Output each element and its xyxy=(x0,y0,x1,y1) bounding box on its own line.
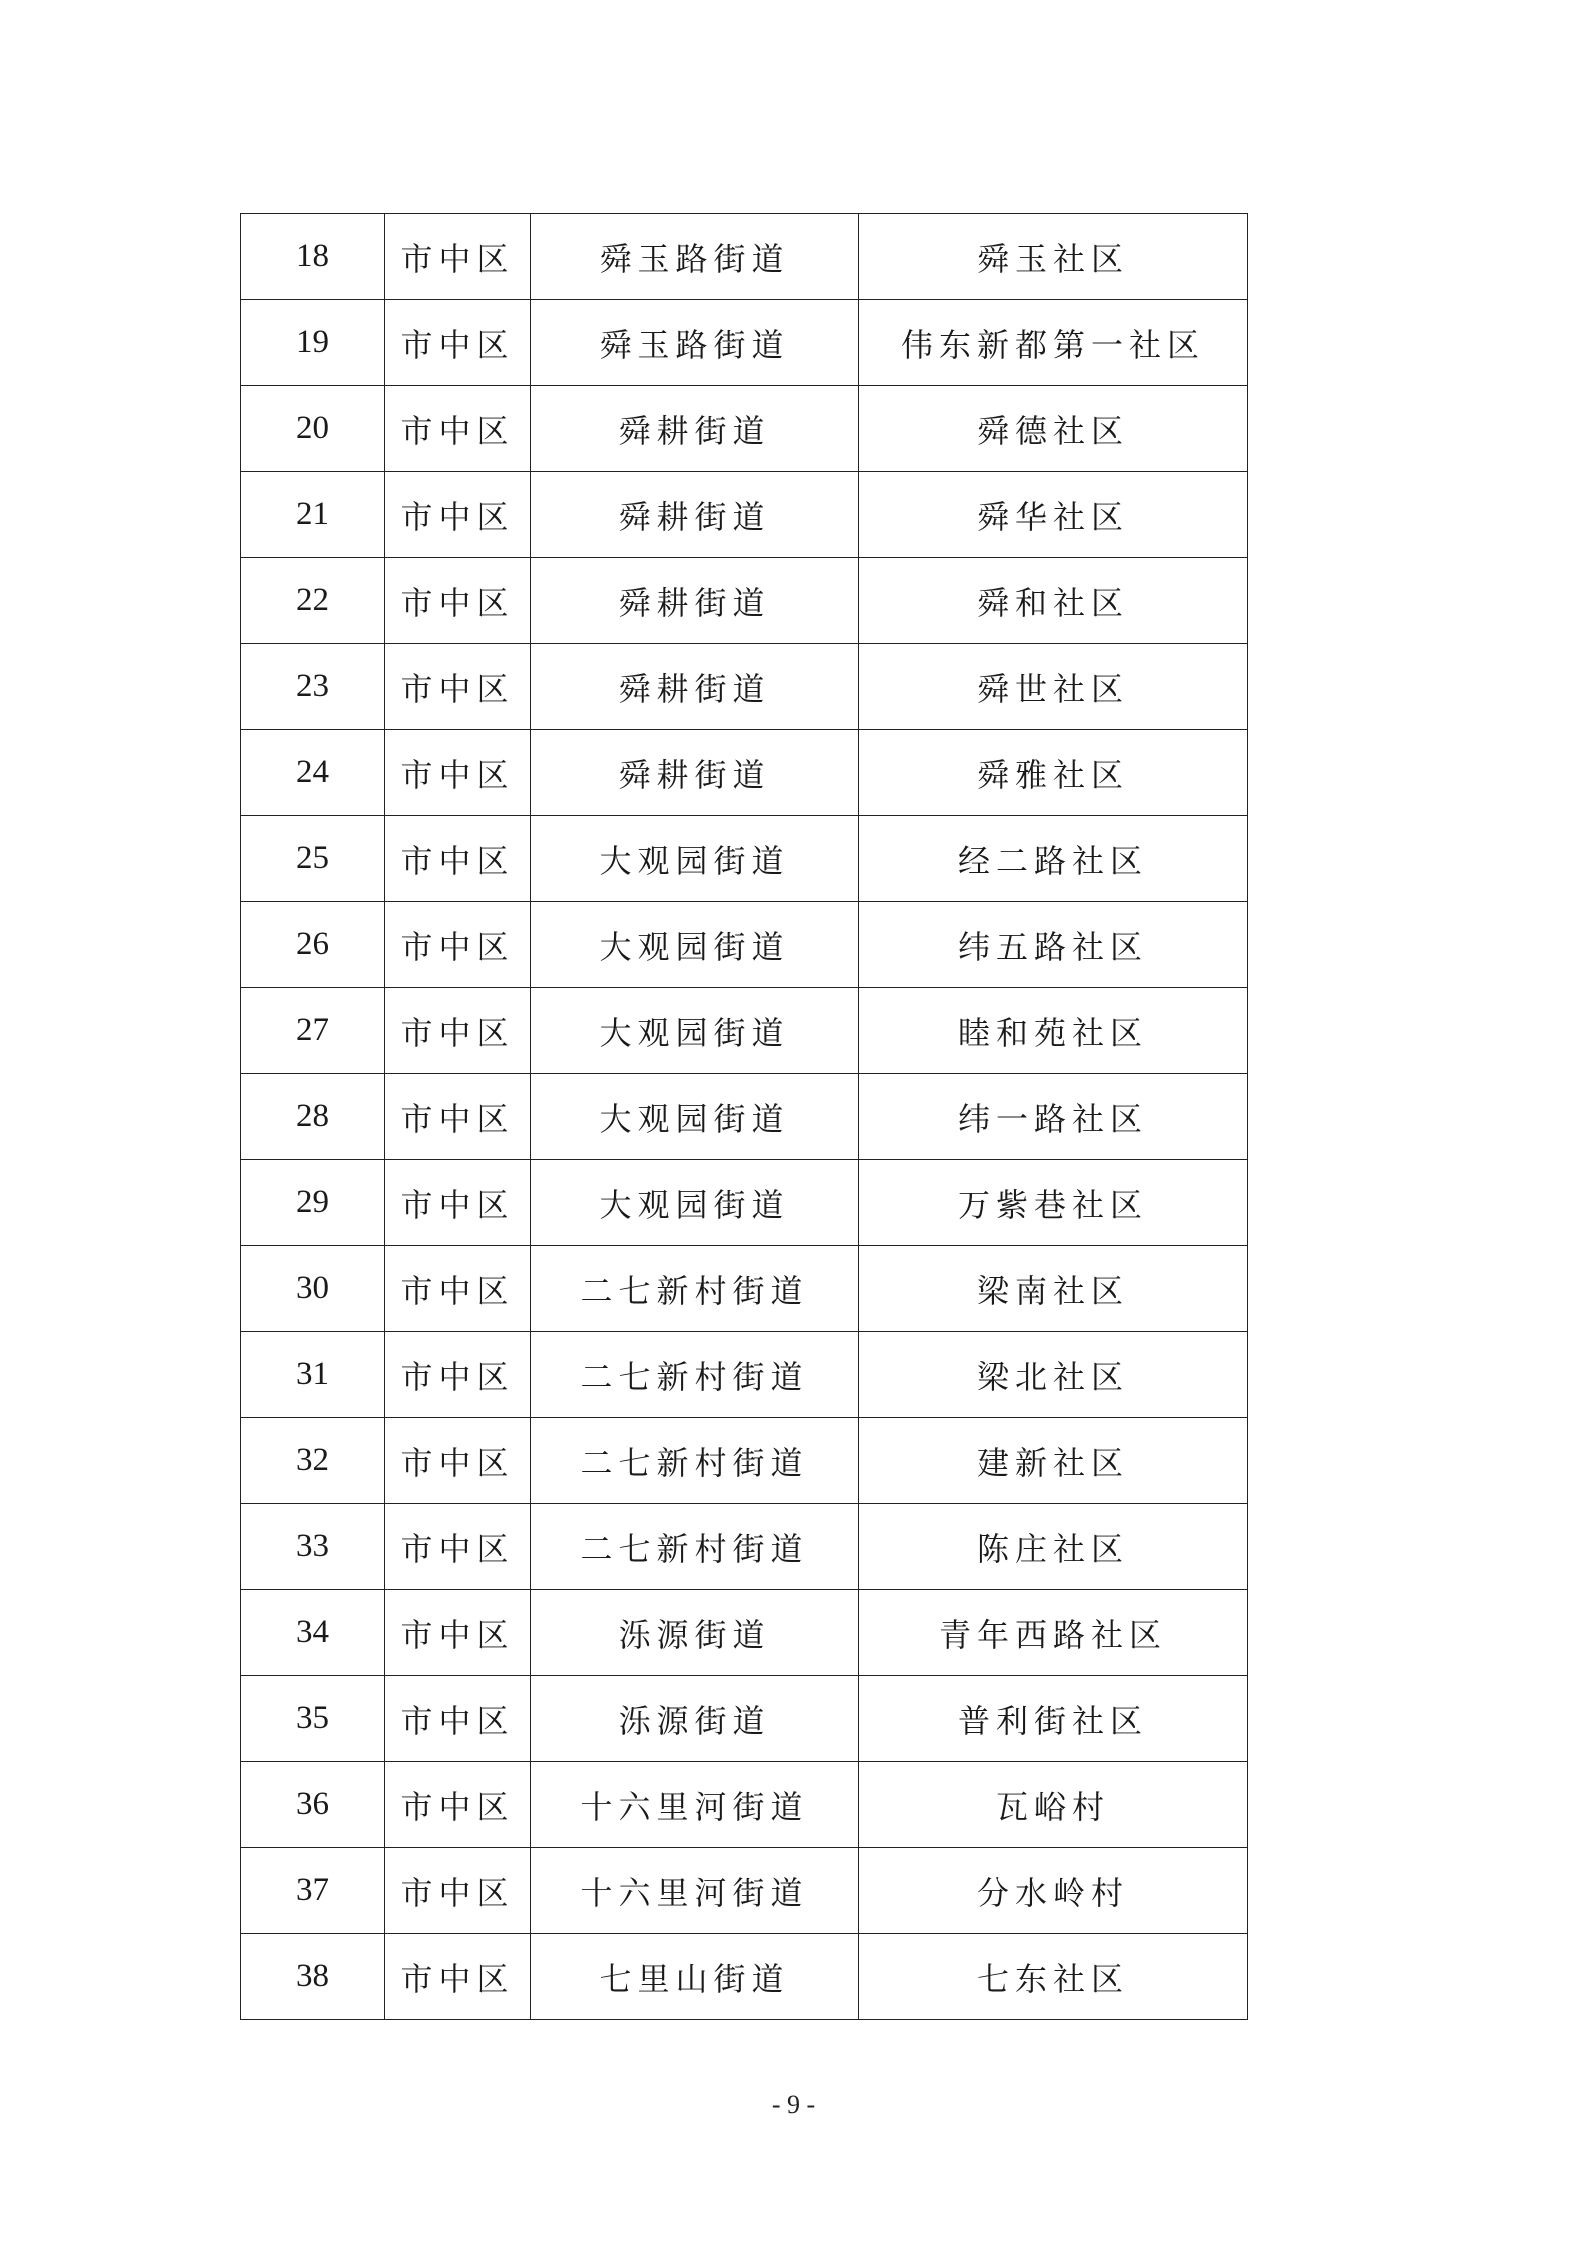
cell-district: 市中区 xyxy=(385,1934,531,2020)
cell-street: 二七新村街道 xyxy=(531,1246,859,1332)
cell-street: 舜耕街道 xyxy=(531,644,859,730)
cell-street: 大观园街道 xyxy=(531,816,859,902)
cell-community: 舜华社区 xyxy=(859,472,1248,558)
cell-street: 大观园街道 xyxy=(531,1160,859,1246)
cell-district: 市中区 xyxy=(385,902,531,988)
cell-district: 市中区 xyxy=(385,816,531,902)
cell-num: 20 xyxy=(241,386,385,472)
cell-street: 舜玉路街道 xyxy=(531,214,859,300)
cell-num: 32 xyxy=(241,1418,385,1504)
cell-street: 泺源街道 xyxy=(531,1676,859,1762)
page-number: - 9 - xyxy=(771,2090,816,2119)
table-body xyxy=(241,214,1248,2020)
cell-street: 泺源街道 xyxy=(531,1590,859,1676)
table-row xyxy=(241,1504,1248,1590)
cell-community: 陈庄社区 xyxy=(859,1504,1248,1590)
cell-street: 舜玉路街道 xyxy=(531,300,859,386)
cell-num: 29 xyxy=(241,1160,385,1246)
cell-street: 舜耕街道 xyxy=(531,730,859,816)
cell-street: 舜耕街道 xyxy=(531,558,859,644)
table-row xyxy=(241,472,1248,558)
cell-num: 22 xyxy=(241,558,385,644)
cell-community: 普利街社区 xyxy=(859,1676,1248,1762)
cell-district: 市中区 xyxy=(385,472,531,558)
cell-community: 建新社区 xyxy=(859,1418,1248,1504)
table-row xyxy=(241,988,1248,1074)
cell-street: 二七新村街道 xyxy=(531,1418,859,1504)
cell-district: 市中区 xyxy=(385,558,531,644)
table-row xyxy=(241,1418,1248,1504)
cell-community: 舜德社区 xyxy=(859,386,1248,472)
cell-num: 24 xyxy=(241,730,385,816)
cell-num: 33 xyxy=(241,1504,385,1590)
cell-community: 梁南社区 xyxy=(859,1246,1248,1332)
cell-street: 十六里河街道 xyxy=(531,1848,859,1934)
cell-num: 18 xyxy=(241,214,385,300)
table-row xyxy=(241,558,1248,644)
cell-num: 21 xyxy=(241,472,385,558)
cell-num: 27 xyxy=(241,988,385,1074)
table-row xyxy=(241,730,1248,816)
cell-district: 市中区 xyxy=(385,1848,531,1934)
cell-street: 大观园街道 xyxy=(531,988,859,1074)
cell-street: 二七新村街道 xyxy=(531,1332,859,1418)
community-table xyxy=(240,213,1248,2020)
cell-street: 大观园街道 xyxy=(531,1074,859,1160)
cell-num: 30 xyxy=(241,1246,385,1332)
cell-num: 19 xyxy=(241,300,385,386)
cell-community: 伟东新都第一社区 xyxy=(859,300,1248,386)
cell-district: 市中区 xyxy=(385,730,531,816)
table-row xyxy=(241,1246,1248,1332)
table-row xyxy=(241,1934,1248,2020)
cell-num: 23 xyxy=(241,644,385,730)
cell-num: 35 xyxy=(241,1676,385,1762)
table-row xyxy=(241,1160,1248,1246)
cell-community: 纬一路社区 xyxy=(859,1074,1248,1160)
cell-district: 市中区 xyxy=(385,1676,531,1762)
cell-community: 睦和苑社区 xyxy=(859,988,1248,1074)
cell-district: 市中区 xyxy=(385,1504,531,1590)
cell-district: 市中区 xyxy=(385,1246,531,1332)
cell-street: 七里山街道 xyxy=(531,1934,859,2020)
table-row xyxy=(241,1848,1248,1934)
cell-num: 28 xyxy=(241,1074,385,1160)
cell-community: 分水岭村 xyxy=(859,1848,1248,1934)
cell-street: 舜耕街道 xyxy=(531,472,859,558)
cell-district: 市中区 xyxy=(385,386,531,472)
cell-district: 市中区 xyxy=(385,300,531,386)
cell-street: 二七新村街道 xyxy=(531,1504,859,1590)
cell-community: 梁北社区 xyxy=(859,1332,1248,1418)
cell-district: 市中区 xyxy=(385,644,531,730)
cell-num: 31 xyxy=(241,1332,385,1418)
cell-district: 市中区 xyxy=(385,1160,531,1246)
cell-num: 34 xyxy=(241,1590,385,1676)
cell-district: 市中区 xyxy=(385,214,531,300)
table-row xyxy=(241,902,1248,988)
table-row xyxy=(241,1590,1248,1676)
cell-street: 十六里河街道 xyxy=(531,1762,859,1848)
table-row xyxy=(241,816,1248,902)
cell-community: 瓦峪村 xyxy=(859,1762,1248,1848)
cell-district: 市中区 xyxy=(385,1074,531,1160)
cell-district: 市中区 xyxy=(385,1418,531,1504)
table-row xyxy=(241,214,1248,300)
cell-community: 舜世社区 xyxy=(859,644,1248,730)
table-row xyxy=(241,386,1248,472)
cell-district: 市中区 xyxy=(385,1332,531,1418)
table-row xyxy=(241,300,1248,386)
cell-num: 25 xyxy=(241,816,385,902)
cell-num: 26 xyxy=(241,902,385,988)
table-row xyxy=(241,1762,1248,1848)
cell-community: 纬五路社区 xyxy=(859,902,1248,988)
cell-district: 市中区 xyxy=(385,1762,531,1848)
cell-community: 万紫巷社区 xyxy=(859,1160,1248,1246)
cell-num: 36 xyxy=(241,1762,385,1848)
cell-community: 舜雅社区 xyxy=(859,730,1248,816)
cell-street: 舜耕街道 xyxy=(531,386,859,472)
table-row xyxy=(241,644,1248,730)
table-row xyxy=(241,1074,1248,1160)
cell-community: 经二路社区 xyxy=(859,816,1248,902)
cell-community: 七东社区 xyxy=(859,1934,1248,2020)
table-row xyxy=(241,1332,1248,1418)
cell-district: 市中区 xyxy=(385,1590,531,1676)
cell-street: 大观园街道 xyxy=(531,902,859,988)
cell-community: 舜和社区 xyxy=(859,558,1248,644)
cell-num: 37 xyxy=(241,1848,385,1934)
cell-district: 市中区 xyxy=(385,988,531,1074)
cell-community: 舜玉社区 xyxy=(859,214,1248,300)
cell-num: 38 xyxy=(241,1934,385,2020)
table-row xyxy=(241,1676,1248,1762)
cell-community: 青年西路社区 xyxy=(859,1590,1248,1676)
